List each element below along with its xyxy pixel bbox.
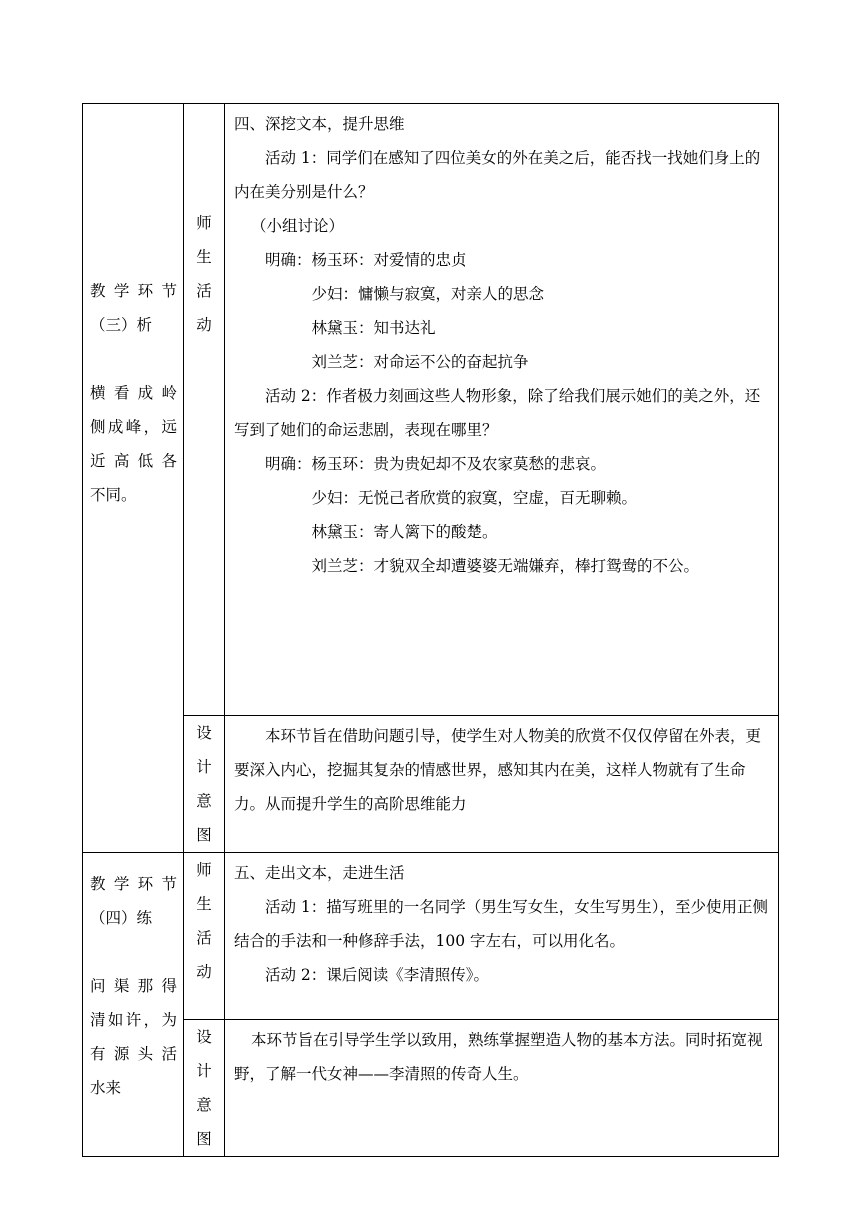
section-name-gap bbox=[90, 342, 177, 376]
intent-label-char: 计 bbox=[196, 758, 212, 776]
activity-label-char: 生 bbox=[196, 248, 212, 266]
intent-label-cell bbox=[184, 1020, 225, 1157]
section-3-name-cell bbox=[83, 104, 184, 853]
activity-label-char: 活 bbox=[196, 929, 212, 947]
intent-text: 本环节旨在引导学生学以致用，熟练掌握塑造人物的基本方法。同时拓宽视野，了解一代女神——李清照的传奇人生。 bbox=[234, 1031, 763, 1083]
section-name-line: 有源头活 bbox=[90, 1045, 177, 1063]
intent-label-char: 意 bbox=[196, 1096, 212, 1114]
intent-label-char: 设 bbox=[196, 1028, 212, 1046]
activity-label-char: 动 bbox=[196, 963, 212, 981]
intent-label-char: 计 bbox=[196, 1062, 212, 1080]
section-name-line: 横看成岭 bbox=[90, 384, 177, 402]
activity-line: （小组讨论） bbox=[251, 217, 345, 235]
activity-label-char: 活 bbox=[196, 282, 212, 300]
activity-line: 活动 1：同学们在感知了四位美女的外在美之后，能否找一找她们身上的内在美分别是什么？ bbox=[234, 149, 761, 201]
section-name-line: 水来 bbox=[90, 1079, 122, 1097]
intent-content-cell bbox=[225, 716, 779, 853]
activity-line: 活动 2：作者极力刻画这些人物形象，除了给我们展示她们的美之外，还写到了她们的命运悲剧，表现在哪里？ bbox=[234, 387, 761, 439]
activity-content-cell bbox=[225, 853, 779, 1020]
section-name-line: （三）析 bbox=[90, 316, 153, 334]
intent-label-cell bbox=[184, 716, 225, 853]
section-name-line: 问渠那得 bbox=[90, 977, 177, 995]
activity-line: 刘兰芝：才貌双全却遭婆婆无端嫌弃，棒打鸳鸯的不公。 bbox=[311, 557, 700, 575]
section-name-line: 教学环节 bbox=[90, 282, 177, 300]
section-name-gap bbox=[90, 935, 177, 969]
section-name-line: （四）练 bbox=[90, 909, 153, 927]
intent-label-char: 图 bbox=[196, 1130, 212, 1148]
activity-line: 明确：杨玉环：对爱情的忠贞 bbox=[265, 251, 467, 269]
activity-content-cell bbox=[225, 104, 779, 716]
activity-label-char: 师 bbox=[196, 861, 212, 879]
activity-line: 活动 1：描写班里的一名同学（男生写女生，女生写男生），至少使用正侧结合的手法和一种修辞手法，100 字左右，可以用化名。 bbox=[234, 898, 769, 950]
activity-line: 明确：杨玉环：贵为贵妃却不及农家莫愁的悲哀。 bbox=[265, 455, 607, 473]
intent-label-char: 设 bbox=[196, 724, 212, 742]
activity-line: 林黛玉：知书达礼 bbox=[311, 319, 436, 337]
activity-line: 林黛玉：寄人篱下的酸楚。 bbox=[311, 523, 498, 541]
section-name-line: 侧成峰，远 bbox=[90, 418, 177, 436]
activity-heading: 四、深挖文本，提升思维 bbox=[234, 115, 405, 133]
activity-label-char: 师 bbox=[196, 214, 212, 232]
section-3-intent-row bbox=[83, 716, 779, 853]
section-name-line: 清如许，为 bbox=[90, 1011, 177, 1029]
activity-line: 活动 2：课后阅读《李清照传》。 bbox=[265, 966, 490, 984]
section-3-activity-row bbox=[83, 104, 779, 716]
activity-label-char: 生 bbox=[196, 895, 212, 913]
section-4-intent-row bbox=[83, 1020, 779, 1157]
section-name-line: 不同。 bbox=[90, 486, 137, 504]
activity-heading: 五、走出文本，走进生活 bbox=[234, 864, 405, 882]
activity-line: 少妇：无悦己者欣赏的寂寞，空虚，百无聊赖。 bbox=[311, 489, 638, 507]
intent-text: 本环节旨在借助问题引导，使学生对人物美的欣赏不仅仅停留在外表，更要深入内心，挖掘其复杂的情感世界，感知其内在美，这样人物就有了生命力。从而提升学生的高阶思维能力 bbox=[234, 727, 762, 813]
section-name-line: 教学环节 bbox=[90, 875, 177, 893]
section-4-activity-row bbox=[83, 853, 779, 1020]
lesson-plan-table bbox=[82, 103, 779, 1157]
activity-label-char: 动 bbox=[196, 316, 212, 334]
activity-label-cell bbox=[184, 853, 225, 1020]
activity-line: 少妇：慵懒与寂寞，对亲人的思念 bbox=[311, 285, 545, 303]
intent-content-cell bbox=[225, 1020, 779, 1157]
section-name-line: 近高低各 bbox=[90, 452, 177, 470]
intent-label-char: 图 bbox=[196, 826, 212, 844]
intent-label-char: 意 bbox=[196, 792, 212, 810]
activity-label-cell bbox=[184, 104, 225, 716]
activity-line: 刘兰芝：对命运不公的奋起抗争 bbox=[311, 353, 529, 371]
section-4-name-cell bbox=[83, 853, 184, 1157]
